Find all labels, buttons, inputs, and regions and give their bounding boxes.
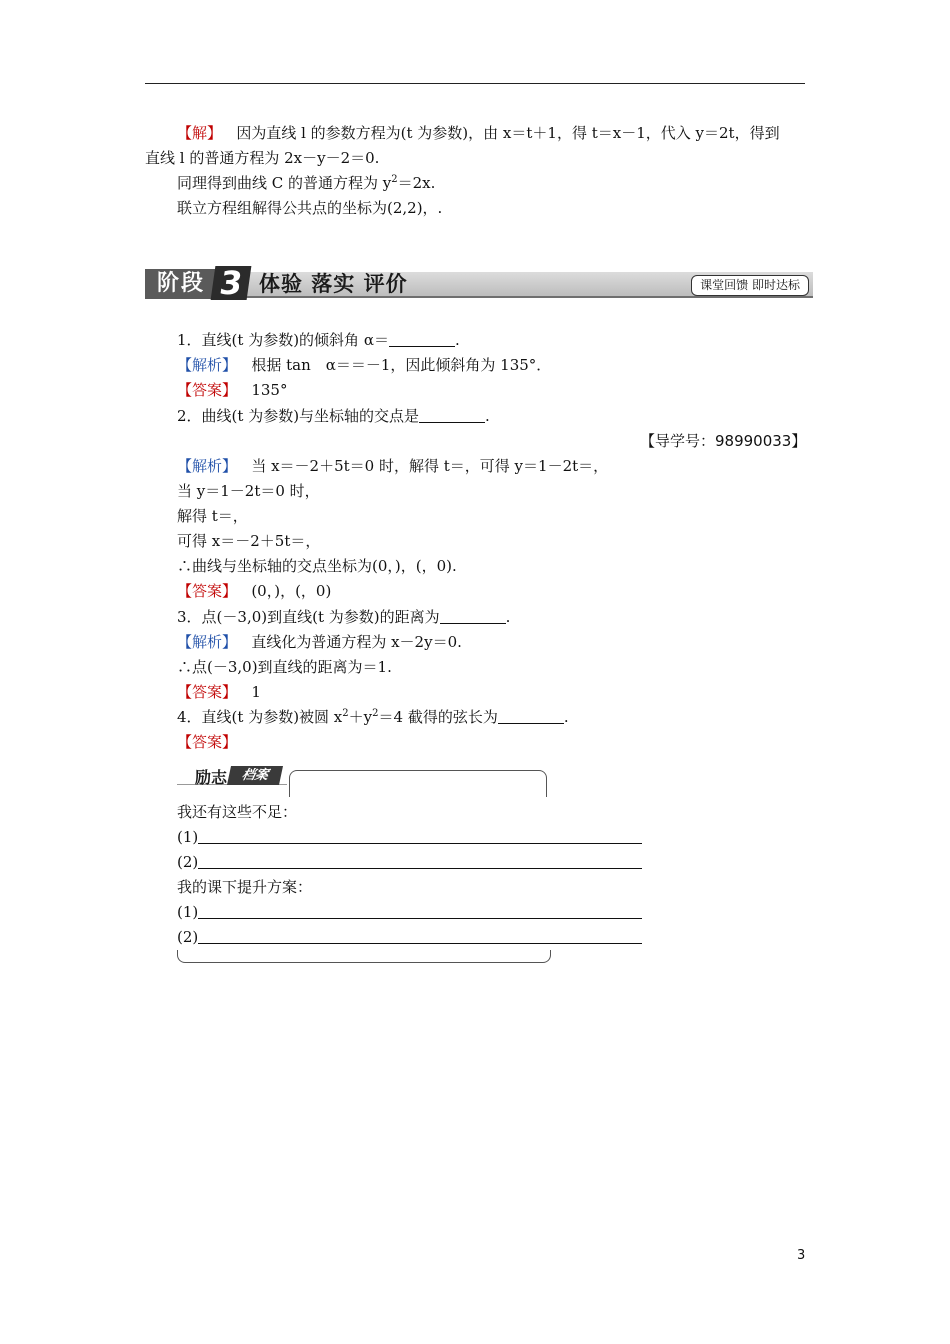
analysis-2-line-3: 可得 x＝－2＋5t＝， xyxy=(177,532,321,550)
item-number: (2) xyxy=(177,928,199,946)
answer-blank xyxy=(440,610,506,624)
answer-blank xyxy=(498,710,564,724)
plan-2 xyxy=(177,927,642,947)
solution-line-2: 直线 l 的普通方程为 2x－y－2＝0. xyxy=(145,149,380,167)
motivation-word: 励志 xyxy=(195,768,228,787)
solution-text-3: 同理得到曲线 C 的普通方程为 y xyxy=(177,174,392,192)
question-end: . xyxy=(485,407,490,425)
shortcomings-title: 我还有这些不足： xyxy=(177,803,298,821)
answer-2-text: (0，)，(，0) xyxy=(251,582,332,600)
motivation-box-header xyxy=(177,764,549,796)
answer-blank xyxy=(419,409,485,423)
solution-text-3b: ＝2x. xyxy=(397,174,436,192)
analysis-3 xyxy=(177,632,462,652)
solution-line-3 xyxy=(177,173,435,193)
page-number: 3 xyxy=(797,1248,806,1263)
answer-tag: 【答案】 xyxy=(177,683,238,701)
solution-text-1: 因为直线 l 的参数方程为(t 为参数)，由 x＝t＋1，得 t＝x－1，代入 y＝2t，得到 xyxy=(236,124,780,142)
question-4-text-mid: ＋y xyxy=(348,708,373,726)
superscript: 2 xyxy=(342,708,349,719)
box-bracket xyxy=(289,770,547,797)
question-end: . xyxy=(454,331,460,349)
question-4 xyxy=(177,707,569,727)
answer-tag: 【答案】 xyxy=(177,733,238,751)
answer-4 xyxy=(177,732,237,752)
question-3-text: 3．点(－3,0)到直线(t 为参数)的距离为 xyxy=(177,608,440,626)
analysis-2-line-4: ∴曲线与坐标轴的交点坐标为(0，)，(，0). xyxy=(177,557,457,575)
question-1-text: 1．直线(t 为参数)的倾斜角 α＝ xyxy=(177,331,389,349)
header-rule xyxy=(145,83,805,84)
solution-line-1 xyxy=(177,123,780,143)
question-3 xyxy=(177,607,510,627)
plan-title: 我的课下提升方案： xyxy=(177,878,313,896)
stage-label: 阶段 xyxy=(145,269,217,299)
answer-1-text: 135° xyxy=(251,381,288,399)
answer-2 xyxy=(177,581,331,601)
write-line[interactable] xyxy=(198,830,642,844)
write-line[interactable] xyxy=(198,855,642,869)
superscript: 2 xyxy=(391,174,398,185)
write-line[interactable] xyxy=(198,930,642,944)
analysis-tag: 【解析】 xyxy=(177,356,238,374)
answer-3 xyxy=(177,682,261,702)
question-end: . xyxy=(505,608,511,626)
item-number: (1) xyxy=(177,903,199,921)
question-end: . xyxy=(563,708,569,726)
motivation-badge: 档案 xyxy=(227,766,283,785)
guide-number: 【导学号：98990033】 xyxy=(640,432,807,450)
analysis-2-text: 当 x＝－2＋5t＝0 时，解得 t＝，可得 y＝1－2t＝， xyxy=(251,457,609,475)
analysis-2-line-2: 解得 t＝， xyxy=(177,507,248,525)
analysis-1 xyxy=(177,355,551,375)
solution-line-4: 联立方程组解得公共点的坐标为(2,2)，. xyxy=(177,199,443,217)
write-line[interactable] xyxy=(198,905,642,919)
question-4-text: 4．直线(t 为参数)被圆 x xyxy=(177,708,343,726)
stage-title: 体验 落实 评价 xyxy=(259,272,408,296)
question-4-text-post: ＝4 截得的弦长为 xyxy=(378,708,498,726)
plan-1 xyxy=(177,902,642,922)
analysis-1-text: 根据 tan α＝＝－1，因此倾斜角为 135°． xyxy=(251,356,552,374)
answer-3-text: 1 xyxy=(251,683,261,701)
item-number: (2) xyxy=(177,853,199,871)
stage-tag: 课堂回馈 即时达标 xyxy=(691,275,809,296)
question-2-text: 2．曲线(t 为参数)与坐标轴的交点是 xyxy=(177,407,420,425)
stage-number: 3 xyxy=(211,266,252,300)
shortcoming-1 xyxy=(177,827,642,847)
solution-tag: 【解】 xyxy=(177,124,223,142)
answer-blank xyxy=(389,333,455,347)
answer-tag: 【答案】 xyxy=(177,381,238,399)
superscript: 2 xyxy=(372,708,379,719)
question-2 xyxy=(177,406,490,426)
analysis-tag: 【解析】 xyxy=(177,633,238,651)
analysis-2 xyxy=(177,456,608,476)
motivation-box-footer xyxy=(177,950,551,963)
analysis-3-text: 直线化为普通方程为 x－2y＝0. xyxy=(251,633,462,651)
analysis-tag: 【解析】 xyxy=(177,457,238,475)
item-number: (1) xyxy=(177,828,199,846)
stage-banner xyxy=(145,266,813,300)
shortcoming-2 xyxy=(177,852,642,872)
analysis-3-line: ∴点(－3,0)到直线的距离为＝1. xyxy=(177,658,392,676)
answer-1 xyxy=(177,380,287,400)
analysis-2-line-1: 当 y＝1－2t＝0 时， xyxy=(177,482,320,500)
answer-tag: 【答案】 xyxy=(177,582,238,600)
question-1 xyxy=(177,330,460,350)
